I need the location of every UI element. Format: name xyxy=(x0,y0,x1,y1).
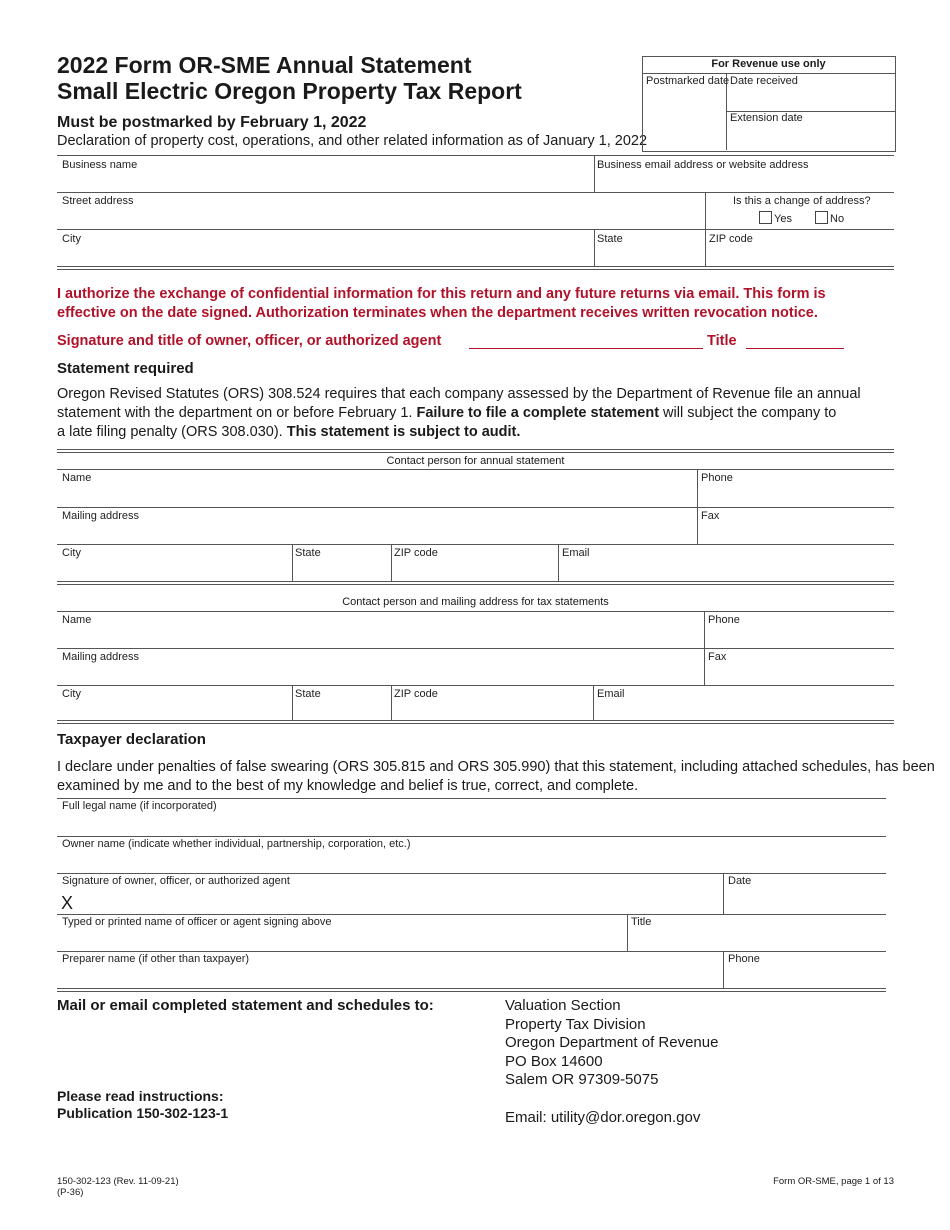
authorization-title-label: Title xyxy=(707,333,737,349)
instructions-line1: Please read instructions: xyxy=(57,1088,224,1104)
authorization-text xyxy=(57,285,826,323)
form-title xyxy=(57,52,522,104)
contact1-state-label: State xyxy=(295,547,321,559)
contact2-name-label: Name xyxy=(62,614,92,626)
taxpayer-line1: I declare under penalties of false swearing (ORS 305.815 and ORS 305.990) that this statement, including attached schedules, has been xyxy=(57,759,935,775)
revenue-use-box xyxy=(642,56,896,152)
mailing-address-block xyxy=(505,997,718,1090)
contact1-phone-label: Phone xyxy=(701,472,733,484)
taxpayer-declaration-text xyxy=(57,758,935,796)
no-option[interactable] xyxy=(815,211,844,225)
statement-paragraph xyxy=(57,385,861,442)
statement-required-heading: Statement required xyxy=(57,360,194,377)
statement-line1: Oregon Revised Statutes (ORS) 308.524 requires that each company assessed by the Department of Revenue file an annual xyxy=(57,386,861,402)
authorization-signature-label: Signature and title of owner, officer, or authorized agent xyxy=(57,333,442,349)
zip-label: ZIP code xyxy=(709,233,753,245)
typed-name-label: Typed or printed name of officer or agent signing above xyxy=(62,916,332,928)
change-of-address-question: Is this a change of address? xyxy=(733,195,871,207)
contact1-heading: Contact person for annual statement xyxy=(386,455,565,467)
taxpayer-line2: examined by me and to the best of my knowledge and belief is true, correct, and complete. xyxy=(57,778,639,794)
statement-line2: statement with the department on or before February 1. Failure to file a complete statement will subject the company to xyxy=(57,405,837,421)
yes-option[interactable] xyxy=(759,211,792,225)
yes-label: Yes xyxy=(774,213,792,225)
street-address-label: Street address xyxy=(62,195,134,207)
contact2-city-label: City xyxy=(62,688,81,700)
address-line4: PO Box 14600 xyxy=(505,1052,603,1070)
signature-label: Signature of owner, officer, or authorized agent xyxy=(62,875,290,887)
contact2-fax-label: Fax xyxy=(708,651,727,663)
contact1-name-label: Name xyxy=(62,472,92,484)
address-line5: Salem OR 97309-5075 xyxy=(505,1071,659,1088)
address-line2: Property Tax Division xyxy=(505,1015,646,1033)
address-line3: Oregon Department of Revenue xyxy=(505,1034,719,1051)
contact2-zip-label: ZIP code xyxy=(394,688,438,700)
contact2-email-label: Email xyxy=(597,688,625,700)
business-email-label: Business email address or website address xyxy=(597,159,809,171)
contact1-mailing-label: Mailing address xyxy=(62,510,140,522)
full-legal-name-label: Full legal name (if incorporated) xyxy=(62,800,217,812)
no-label: No xyxy=(830,213,845,225)
authorization-line1: I authorize the exchange of confidential information for this return and any future returns via email. This form is xyxy=(57,286,826,302)
contact2-phone-label: Phone xyxy=(708,614,740,626)
revenue-box-title: For Revenue use only xyxy=(711,58,826,70)
state-label: State xyxy=(597,233,623,245)
no-checkbox[interactable] xyxy=(815,211,828,224)
contact1-fax-label: Fax xyxy=(701,510,720,522)
authorization-signature-line xyxy=(57,333,441,349)
authorization-line2: effective on the date signed. Authorization terminates when the department receives written revocation notice. xyxy=(57,305,818,321)
preparer-name-label: Preparer name (if other than taxpayer) xyxy=(62,953,250,965)
page-indicator: Form OR-SME, page 1 of 13 xyxy=(773,1176,894,1187)
instructions-block xyxy=(57,1088,228,1122)
preparer-phone-label: Phone xyxy=(728,953,760,965)
declaration-subtitle: Declaration of property cost, operations, and other related information as of January 1, 2022 xyxy=(57,133,648,149)
form-number: 150-302-123 (Rev. 11-09-21) xyxy=(57,1176,179,1187)
yes-checkbox[interactable] xyxy=(759,211,772,224)
form-code: (P-36) xyxy=(57,1187,84,1198)
date-label: Date xyxy=(728,875,752,887)
contact1-zip-label: ZIP code xyxy=(394,547,438,559)
signature-x-mark: X xyxy=(61,893,74,913)
title-label: Title xyxy=(631,916,652,928)
mail-email[interactable]: Email: utility@dor.oregon.gov xyxy=(505,1109,701,1126)
form-title-line1: 2022 Form OR-SME Annual Statement xyxy=(57,52,472,78)
address-line1: Valuation Section xyxy=(505,997,621,1014)
extension-date-label: Extension date xyxy=(730,112,803,124)
contact2-state-label: State xyxy=(295,688,321,700)
contact2-heading: Contact person and mailing address for tax statements xyxy=(342,596,609,608)
statement-line3: a late filing penalty (ORS 308.030). This statement is subject to audit. xyxy=(57,424,521,440)
date-received-label: Date received xyxy=(730,75,798,87)
authorization-signature-field[interactable] xyxy=(469,348,703,349)
mail-heading: Mail or email completed statement and schedules to: xyxy=(57,997,434,1014)
postmark-deadline: Must be postmarked by February 1, 2022 xyxy=(57,114,367,131)
instructions-line2: Publication 150-302-123-1 xyxy=(57,1105,229,1121)
contact2-mailing-label: Mailing address xyxy=(62,651,140,663)
form-title-line2: Small Electric Oregon Property Tax Report xyxy=(57,78,522,104)
taxpayer-declaration-heading: Taxpayer declaration xyxy=(57,731,206,748)
contact1-email-label: Email xyxy=(562,547,590,559)
city-label: City xyxy=(62,233,81,245)
owner-name-label: Owner name (indicate whether individual, partnership, corporation, etc.) xyxy=(62,838,411,850)
contact1-city-label: City xyxy=(62,547,81,559)
postmarked-date-label: Postmarked date xyxy=(646,75,730,87)
business-name-label: Business name xyxy=(62,159,138,171)
authorization-title-field[interactable] xyxy=(746,348,844,349)
